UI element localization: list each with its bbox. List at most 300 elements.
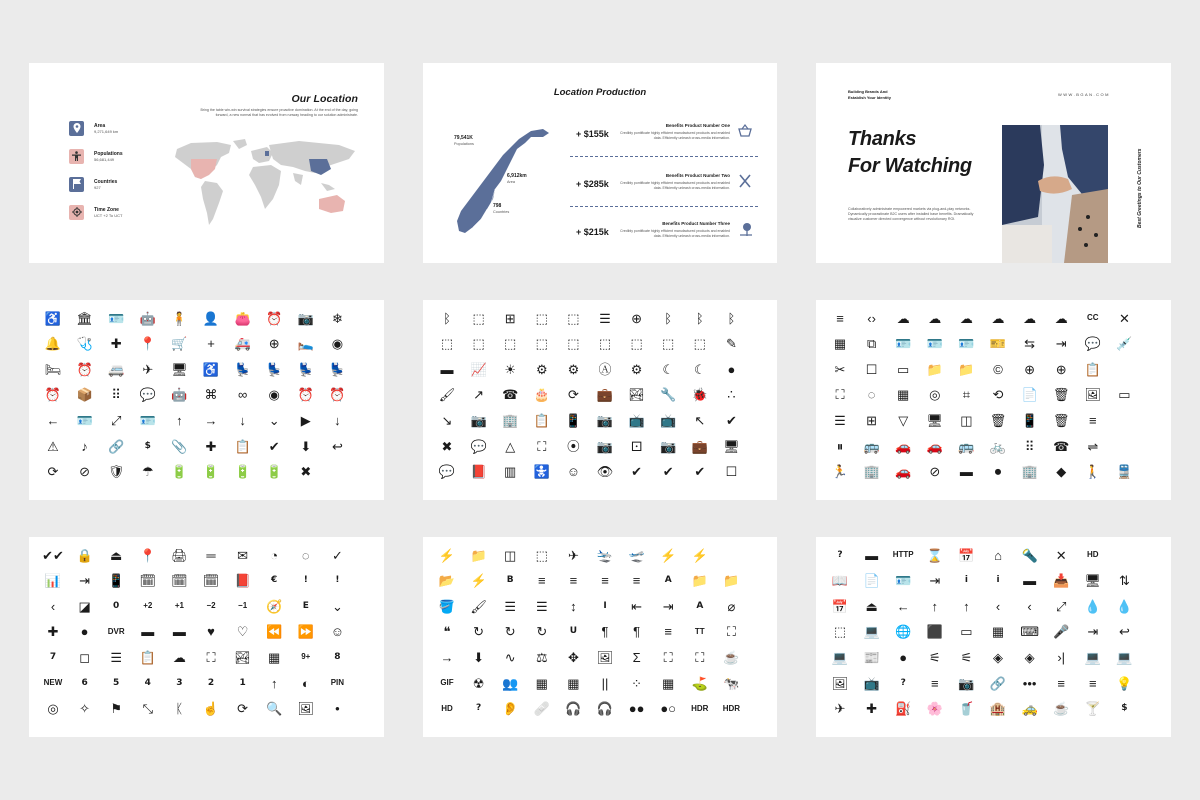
grid-icon: ◪ (78, 598, 91, 614)
grid-icon: ⬚ (662, 336, 675, 352)
grid-icon: 🚲 (989, 438, 1007, 454)
grid-icon: ❄ (331, 310, 343, 326)
grid-icon: 🗑 (989, 412, 1007, 428)
grid-icon: 🌸 (926, 701, 943, 717)
grid-icon: ●● (628, 701, 645, 717)
grid-icon: ◫ (960, 412, 973, 428)
grid-icon: 📋 (139, 649, 156, 665)
grid-icon: A (696, 600, 704, 611)
grid-icon: ⚡ (660, 547, 677, 563)
grid-icon: ☁ (1054, 310, 1068, 326)
grid-icon: ‹› (867, 310, 876, 326)
person-icon (69, 149, 84, 164)
grid-icon: ✔ (694, 464, 706, 480)
grid-icon: ⇌ (1087, 438, 1099, 454)
grid-icon: ⊕ (1055, 361, 1067, 377)
grid-icon: 📕 (470, 464, 487, 480)
grid-icon: ☁ (896, 310, 910, 326)
grid-icon: ⠿ (1024, 438, 1035, 454)
grid-icon: 🚌 (863, 438, 880, 454)
basket-icon (738, 124, 752, 138)
grid-icon: ⚙ (535, 361, 548, 377)
grid-icon: 💻 (831, 649, 849, 665)
icon-grid-slide-3[interactable] (816, 300, 1171, 500)
production-stat (507, 173, 527, 185)
grid-icon: ☝ (202, 701, 220, 717)
grid-icon: 💧 (1084, 598, 1101, 614)
grid-icon: HD (441, 703, 453, 713)
grid-icon: 🪪 (139, 412, 156, 428)
grid-icon: 📷 (596, 412, 614, 428)
grid-icon: i (996, 575, 1000, 586)
grid-icon: ↑ (176, 412, 183, 428)
stat-label: Populations (454, 142, 474, 146)
stat-label: Countries (94, 178, 118, 185)
grid-icon: ✔✔ (42, 547, 64, 563)
flag-icon (69, 177, 84, 192)
grid-icon: ≡ (1089, 675, 1097, 691)
grid-icon: ‹ (995, 598, 1001, 614)
grid-icon: ✔ (662, 464, 674, 480)
grid-icon: ☕ (1053, 701, 1070, 717)
grid-icon: 📋 (1084, 361, 1101, 377)
grid-icon: ¶ (601, 624, 609, 640)
grid-icon: 👛 (234, 310, 251, 326)
grid-icon: 🔗 (108, 438, 125, 454)
grid-icon: ⬚ (630, 336, 643, 352)
grid-icon: Ⓐ (598, 361, 612, 377)
grid-icon: ☾ (693, 361, 706, 377)
grid-icon: 💻 (1116, 649, 1133, 665)
grid-icon: ▦ (662, 675, 675, 691)
grid-icon: ⟳ (237, 701, 249, 717)
grid-icon: 🗓 (171, 573, 188, 589)
grid-icon: 🚼 (533, 464, 550, 480)
heading-line: Thanks (848, 128, 917, 150)
grid-icon: 📎 (171, 438, 188, 454)
grid-icon: HD (1087, 550, 1099, 559)
slide-our-location[interactable] (29, 63, 384, 263)
grid-icon: ✚ (205, 438, 217, 454)
slide-description: Collaboratively administrate empowered markets via plug-and-play networks. Dynamically procrastinate B2C users after installed base benefits. Dramatically visualize customer directed convergence without revolutionary ROI. (848, 207, 974, 221)
grid-icon: ⠿ (111, 387, 121, 403)
grid-icon: ↓ (239, 412, 246, 428)
benefit-row (576, 123, 752, 153)
grid-icon: ☐ (725, 464, 738, 480)
grid-icon: ⬚ (440, 336, 454, 352)
icon-grid-slide-1[interactable] (29, 300, 384, 500)
grid-icon: ☢ (472, 675, 485, 691)
grid-icon: ● (899, 649, 908, 665)
grid-icon (1111, 407, 1137, 433)
icon-grid-slide-5[interactable] (423, 537, 777, 737)
grid-icon: ↻ (473, 624, 485, 640)
grid-icon: NEW (43, 678, 63, 687)
grid-icon: ▦ (535, 675, 548, 691)
grid-icon: ⟲ (992, 387, 1004, 403)
slide-thanks[interactable] (816, 63, 1171, 263)
grid-icon: ⇆ (1024, 336, 1036, 352)
grid-icon: 📄 (863, 573, 880, 589)
grid-icon: 💼 (596, 387, 614, 403)
vertical-caption: Best Greetings to Our Customers (1137, 148, 1143, 228)
stat-populations (69, 142, 123, 170)
grid-icon: ♥ (207, 624, 215, 640)
grid-icon: 🐞 (691, 387, 708, 403)
grid-icon: 📺 (628, 412, 645, 428)
grid-icon: ↩ (331, 438, 343, 454)
grid-icon: ⇥ (1055, 336, 1067, 352)
grid-icon: ✈ (567, 547, 579, 563)
grid-icon: 🪣 (438, 598, 456, 614)
grid-icon: 🛌 (297, 336, 314, 352)
tagline (848, 89, 891, 101)
grid-icon: || (601, 675, 609, 691)
grid-icon: ⊞ (504, 310, 516, 326)
grid-icon: 🩺 (76, 336, 93, 352)
grid-icon: ⌛ (926, 547, 943, 563)
grid-icon: ⛶ (206, 649, 216, 665)
grid-icon: ⇥ (662, 598, 674, 614)
stat-label: Populations (94, 150, 123, 157)
grid-icon: ◐ (301, 675, 310, 691)
grid-icon: 📋 (234, 438, 251, 454)
grid-icon: ◫ (504, 547, 517, 563)
grid-icon: ⏸ (836, 438, 844, 454)
grid-icon: 🎤 (1053, 624, 1070, 640)
grid-icon: 6 (81, 677, 88, 688)
grid-icon: ⌄ (331, 598, 343, 614)
grid-icon: △ (505, 438, 516, 454)
grid-icon: 📂 (438, 573, 456, 589)
grid-icon: ▬ (959, 464, 973, 480)
stat-time-zone (69, 198, 123, 226)
grid-icon: 📁 (470, 547, 487, 563)
production-stat (454, 135, 474, 147)
icon-grid (833, 548, 1154, 730)
grid-icon: ◎ (929, 387, 941, 403)
grid-icon: ● (80, 624, 89, 640)
grid-icon: ⛳ (691, 675, 708, 691)
grid-icon: ⬚ (472, 310, 485, 326)
grid-icon: ᛒ (443, 310, 451, 326)
grid-icon: ☰ (834, 412, 846, 428)
grid-icon: ☁ (172, 649, 186, 665)
grid-icon: ⏰ (329, 387, 346, 403)
grid-icon: ⬚ (598, 336, 612, 352)
grid-icon: 🌐 (895, 624, 912, 640)
grid-icon: ● (727, 361, 736, 377)
slide-title: Our Location (291, 93, 358, 105)
grid-icon: 📦 (76, 387, 93, 403)
grid-icon: ⬚ (535, 547, 548, 563)
grid-icon: 🎂 (533, 387, 550, 403)
grid-icon: ☕ (723, 649, 740, 665)
grid-icon: ⁘ (631, 675, 643, 691)
grid-icon: +1 (174, 601, 184, 611)
grid-icon: ☰ (110, 649, 123, 665)
grid-icon: ≡ (931, 675, 939, 691)
benefit-title: Benefits Product Number Two (665, 173, 730, 178)
grid-icon: ⬚ (504, 336, 517, 352)
grid-icon: 🔋 (171, 464, 188, 480)
grid-icon: ✚ (866, 701, 878, 717)
grid-icon: ▭ (897, 361, 910, 377)
grid-icon: ✔ (725, 412, 737, 428)
grid-icon: ? (837, 549, 843, 560)
grid-icon: ⊘ (79, 464, 91, 480)
grid-icon: 💬 (139, 387, 156, 403)
grid-icon: ⚡ (691, 547, 708, 563)
benefit-value: + $285k (576, 179, 609, 189)
grid-icon: ᛒ (727, 310, 736, 326)
grid-icon: 📍 (139, 336, 156, 352)
grid-icon: ⇅ (1118, 573, 1130, 589)
grid-icon: 5 (113, 677, 120, 688)
grid-icon: ▬ (440, 361, 454, 377)
grid-icon: 🧭 (266, 598, 283, 614)
grid-icon: ▦ (897, 387, 910, 403)
grid-icon: 🛬 (596, 547, 614, 563)
website-link[interactable]: WWW.BGAN.COM (1058, 92, 1110, 97)
grid-icon: ⬚ (567, 336, 580, 352)
grid-icon: 📄 (1021, 387, 1038, 403)
grid-icon: 📷 (470, 412, 487, 428)
grid-icon: ▦ (991, 624, 1005, 640)
grid-icon: 📁 (926, 361, 943, 377)
grid-icon: → (204, 412, 218, 428)
grid-icon: 🪪 (895, 336, 912, 352)
grid-icon: ☰ (599, 310, 611, 326)
divider (570, 206, 758, 207)
grid-icon: ᛒ (664, 310, 673, 326)
grid-icon: 📷 (660, 438, 677, 454)
grid-icon: 💬 (438, 464, 456, 480)
grid-icon: I (603, 600, 607, 611)
grid-icon: ✚ (47, 624, 59, 640)
grid-icon: ⬇ (473, 649, 485, 665)
grid-icon: 7 (49, 651, 57, 662)
grid-icon: 💻 (1084, 649, 1101, 665)
grid-icon: ✓ (331, 547, 343, 563)
grid-icon: ⦿ (566, 438, 580, 454)
icon-grid-slide-2[interactable] (423, 300, 777, 500)
grid-icon: 💬 (1084, 336, 1101, 352)
grid-icon: ∿ (504, 649, 516, 665)
grid-icon: 🖼 (831, 675, 849, 691)
grid-icon: ∞ (237, 387, 248, 403)
grid-icon: ⏰ (297, 387, 314, 403)
benefit-row (576, 173, 752, 203)
icon-grid-slide-4[interactable] (29, 537, 384, 737)
grid-icon: i (964, 575, 968, 586)
grid-icon: ⚡ (438, 547, 456, 563)
grid-icon: 🤖 (139, 310, 156, 326)
grid-icon: 📖 (831, 573, 849, 589)
grid-icon: ☾ (662, 361, 675, 377)
grid-icon: 👥 (502, 675, 519, 691)
grid-icon: ↻ (536, 624, 548, 640)
benefit-title: Benefits Product Number Three (662, 221, 730, 226)
grid-icon: 🖥 (171, 361, 188, 377)
grid-icon: 💺 (297, 361, 314, 377)
grid-icon: ⛶ (726, 624, 736, 640)
grid-icon: 💬 (470, 438, 487, 454)
grid-icon: 🚗 (895, 464, 912, 480)
grid-icon: ❝ (443, 624, 451, 640)
stat-label: Countries (493, 210, 510, 214)
grid-icon: ◉ (268, 387, 280, 403)
grid-icon: ♡ (236, 624, 249, 640)
grid-icon: ◎ (47, 701, 59, 717)
grid-icon: 🛫 (628, 547, 645, 563)
grid-icon: ☺ (566, 464, 581, 480)
grid-icon: ☎ (502, 387, 519, 403)
grid-icon: © (993, 361, 1003, 377)
grid-icon: 📅 (958, 547, 975, 563)
grid-icon: 💼 (691, 438, 708, 454)
grid-icon: ↑ (963, 598, 970, 614)
grid-icon: 🚆 (1116, 464, 1133, 480)
grid-icon: ▽ (898, 412, 909, 428)
grid-icon: 🚕 (1021, 701, 1038, 717)
benefit-value: + $155k (576, 129, 609, 139)
grid-icon: ᛕ (175, 701, 184, 717)
grid-icon: 📰 (863, 649, 880, 665)
grid-icon: 🏛 (76, 310, 93, 326)
grid-icon: ? (900, 677, 906, 688)
grid-icon: ⚟ (928, 649, 941, 665)
grid-icon: 🔋 (202, 464, 220, 480)
benefit-text: Credibly pontificate highly efficient manufactured products and enabled data. Efficiently unleash cross-media information. (620, 131, 730, 140)
grid-icon: 💻 (863, 624, 880, 640)
grid-icon: ⏺ (994, 464, 1002, 480)
grid-icon: ☰ (535, 598, 548, 614)
grid-icon: ◉ (331, 336, 344, 352)
stat-label: Area (507, 180, 516, 184)
grid-icon: ≡ (538, 573, 546, 589)
grid-icon: 8 (334, 651, 341, 662)
grid-icon: ? (475, 703, 482, 714)
grid-icon: ⏰ (266, 310, 283, 326)
grid-icon: 📕 (234, 573, 251, 589)
grid-icon: 🚐 (108, 361, 125, 377)
grid-icon: ✂ (834, 361, 846, 377)
grid-icon: 🪪 (958, 336, 975, 352)
grid-icon: ⌀ (727, 598, 736, 614)
grid-icon: ↑ (270, 675, 278, 691)
grid-icon: ⚀ (630, 438, 643, 454)
icon-grid (440, 311, 761, 493)
grid-icon: 🏢 (502, 412, 519, 428)
benefit-row (576, 221, 752, 251)
grid-icon: ✉ (237, 547, 249, 563)
grid-icon: ☎ (1053, 438, 1070, 454)
grid-icon: 🔔 (44, 336, 62, 352)
grid-icon: ▥ (504, 464, 517, 480)
grid-icon: • (335, 701, 340, 717)
grid-icon: 🏃 (831, 464, 849, 480)
grid-icon: ≡ (601, 573, 609, 589)
grid-icon: ☐ (865, 361, 878, 377)
grid-icon: 🧍 (171, 310, 188, 326)
grid-icon: ⤢ (1055, 598, 1067, 614)
grid-icon: 🪪 (108, 310, 125, 326)
grid-icon: ✈ (142, 361, 154, 377)
grid-icon: 3 (176, 677, 183, 688)
grid-icon: 📥 (1053, 573, 1070, 589)
grid-icon: ⬚ (535, 336, 548, 352)
grid-icon: ∴ (727, 387, 736, 403)
grid-icon: ◈ (1024, 649, 1035, 665)
grid-icon: 🗓 (139, 573, 157, 589)
grid-icon: 💡 (1116, 675, 1133, 691)
grid-icon: ▬ (1023, 573, 1037, 589)
benefit-text: Credibly pontificate highly efficient manufactured products and enabled data. Efficiently unleash cross-media information. (620, 181, 730, 190)
slide-location-production[interactable] (423, 63, 777, 263)
grid-icon: ⇥ (1087, 624, 1099, 640)
grid-icon (718, 542, 744, 568)
grid-icon: + (207, 336, 215, 352)
grid-icon: 💧 (1116, 598, 1133, 614)
grid-icon (1111, 433, 1137, 459)
grid-icon: 💺 (234, 361, 251, 377)
grid-icon: ⬇ (300, 438, 312, 454)
grid-icon: −1 (238, 601, 248, 611)
icon-grid-slide-6[interactable] (816, 537, 1171, 737)
icon-grid (833, 311, 1154, 493)
grid-icon: 📷 (297, 310, 314, 326)
grid-icon: ✖ (441, 438, 453, 454)
grid-icon: ⇤ (631, 598, 643, 614)
grid-icon: ⊕ (631, 310, 643, 326)
thanks-heading (848, 126, 972, 180)
slide-description: Bring the table win-win survival strategies ensure proactive domination. At the end of the day, going forward, a new normal that has evolved from runway heading to our solution administrate. (200, 108, 358, 117)
grid-icon: ⏰ (76, 361, 93, 377)
grid-icon: ▦ (567, 675, 580, 691)
grid-icon: ☁ (1023, 310, 1037, 326)
grid-icon: 📅 (831, 598, 849, 614)
grid-icon: 2 (207, 677, 215, 688)
cutlery-icon (738, 174, 752, 188)
grid-icon: 4 (144, 677, 151, 688)
grid-icon: +2 (143, 601, 153, 611)
grid-icon: ⚠ (47, 438, 59, 454)
grid-icon: → (440, 649, 454, 665)
grid-icon: 🤖 (171, 387, 188, 403)
grid-icon: ⊘ (929, 464, 941, 480)
grid-icon: PIN (330, 678, 345, 687)
grid-icon: ▭ (960, 624, 973, 640)
grid-icon: ☁ (991, 310, 1005, 326)
stat-value: 9,271,649 km (94, 128, 119, 134)
grid-icon (1111, 542, 1137, 568)
grid-icon: 🔍 (266, 701, 283, 717)
stat-value: UCT +2 To UCT (94, 212, 123, 218)
grid-icon: 📱 (108, 573, 125, 589)
grid-icon: ! (303, 575, 308, 586)
grid-icon: 🎧 (596, 701, 614, 717)
grid-icon: 🖼 (1084, 387, 1102, 403)
grid-icon: ↕ (570, 598, 577, 614)
grid-icon: 📁 (691, 573, 708, 589)
grid-icon: 📱 (565, 412, 582, 428)
grid-icon: 🏞 (234, 649, 251, 665)
benefit-text: Credibly pontificate highly efficient manufactured products and enabled data. Efficiently unleash cross-media information. (620, 229, 730, 238)
icon-grid (46, 311, 367, 493)
grid-icon: 1 (239, 677, 246, 688)
grid-icon: ⬚ (472, 336, 485, 352)
